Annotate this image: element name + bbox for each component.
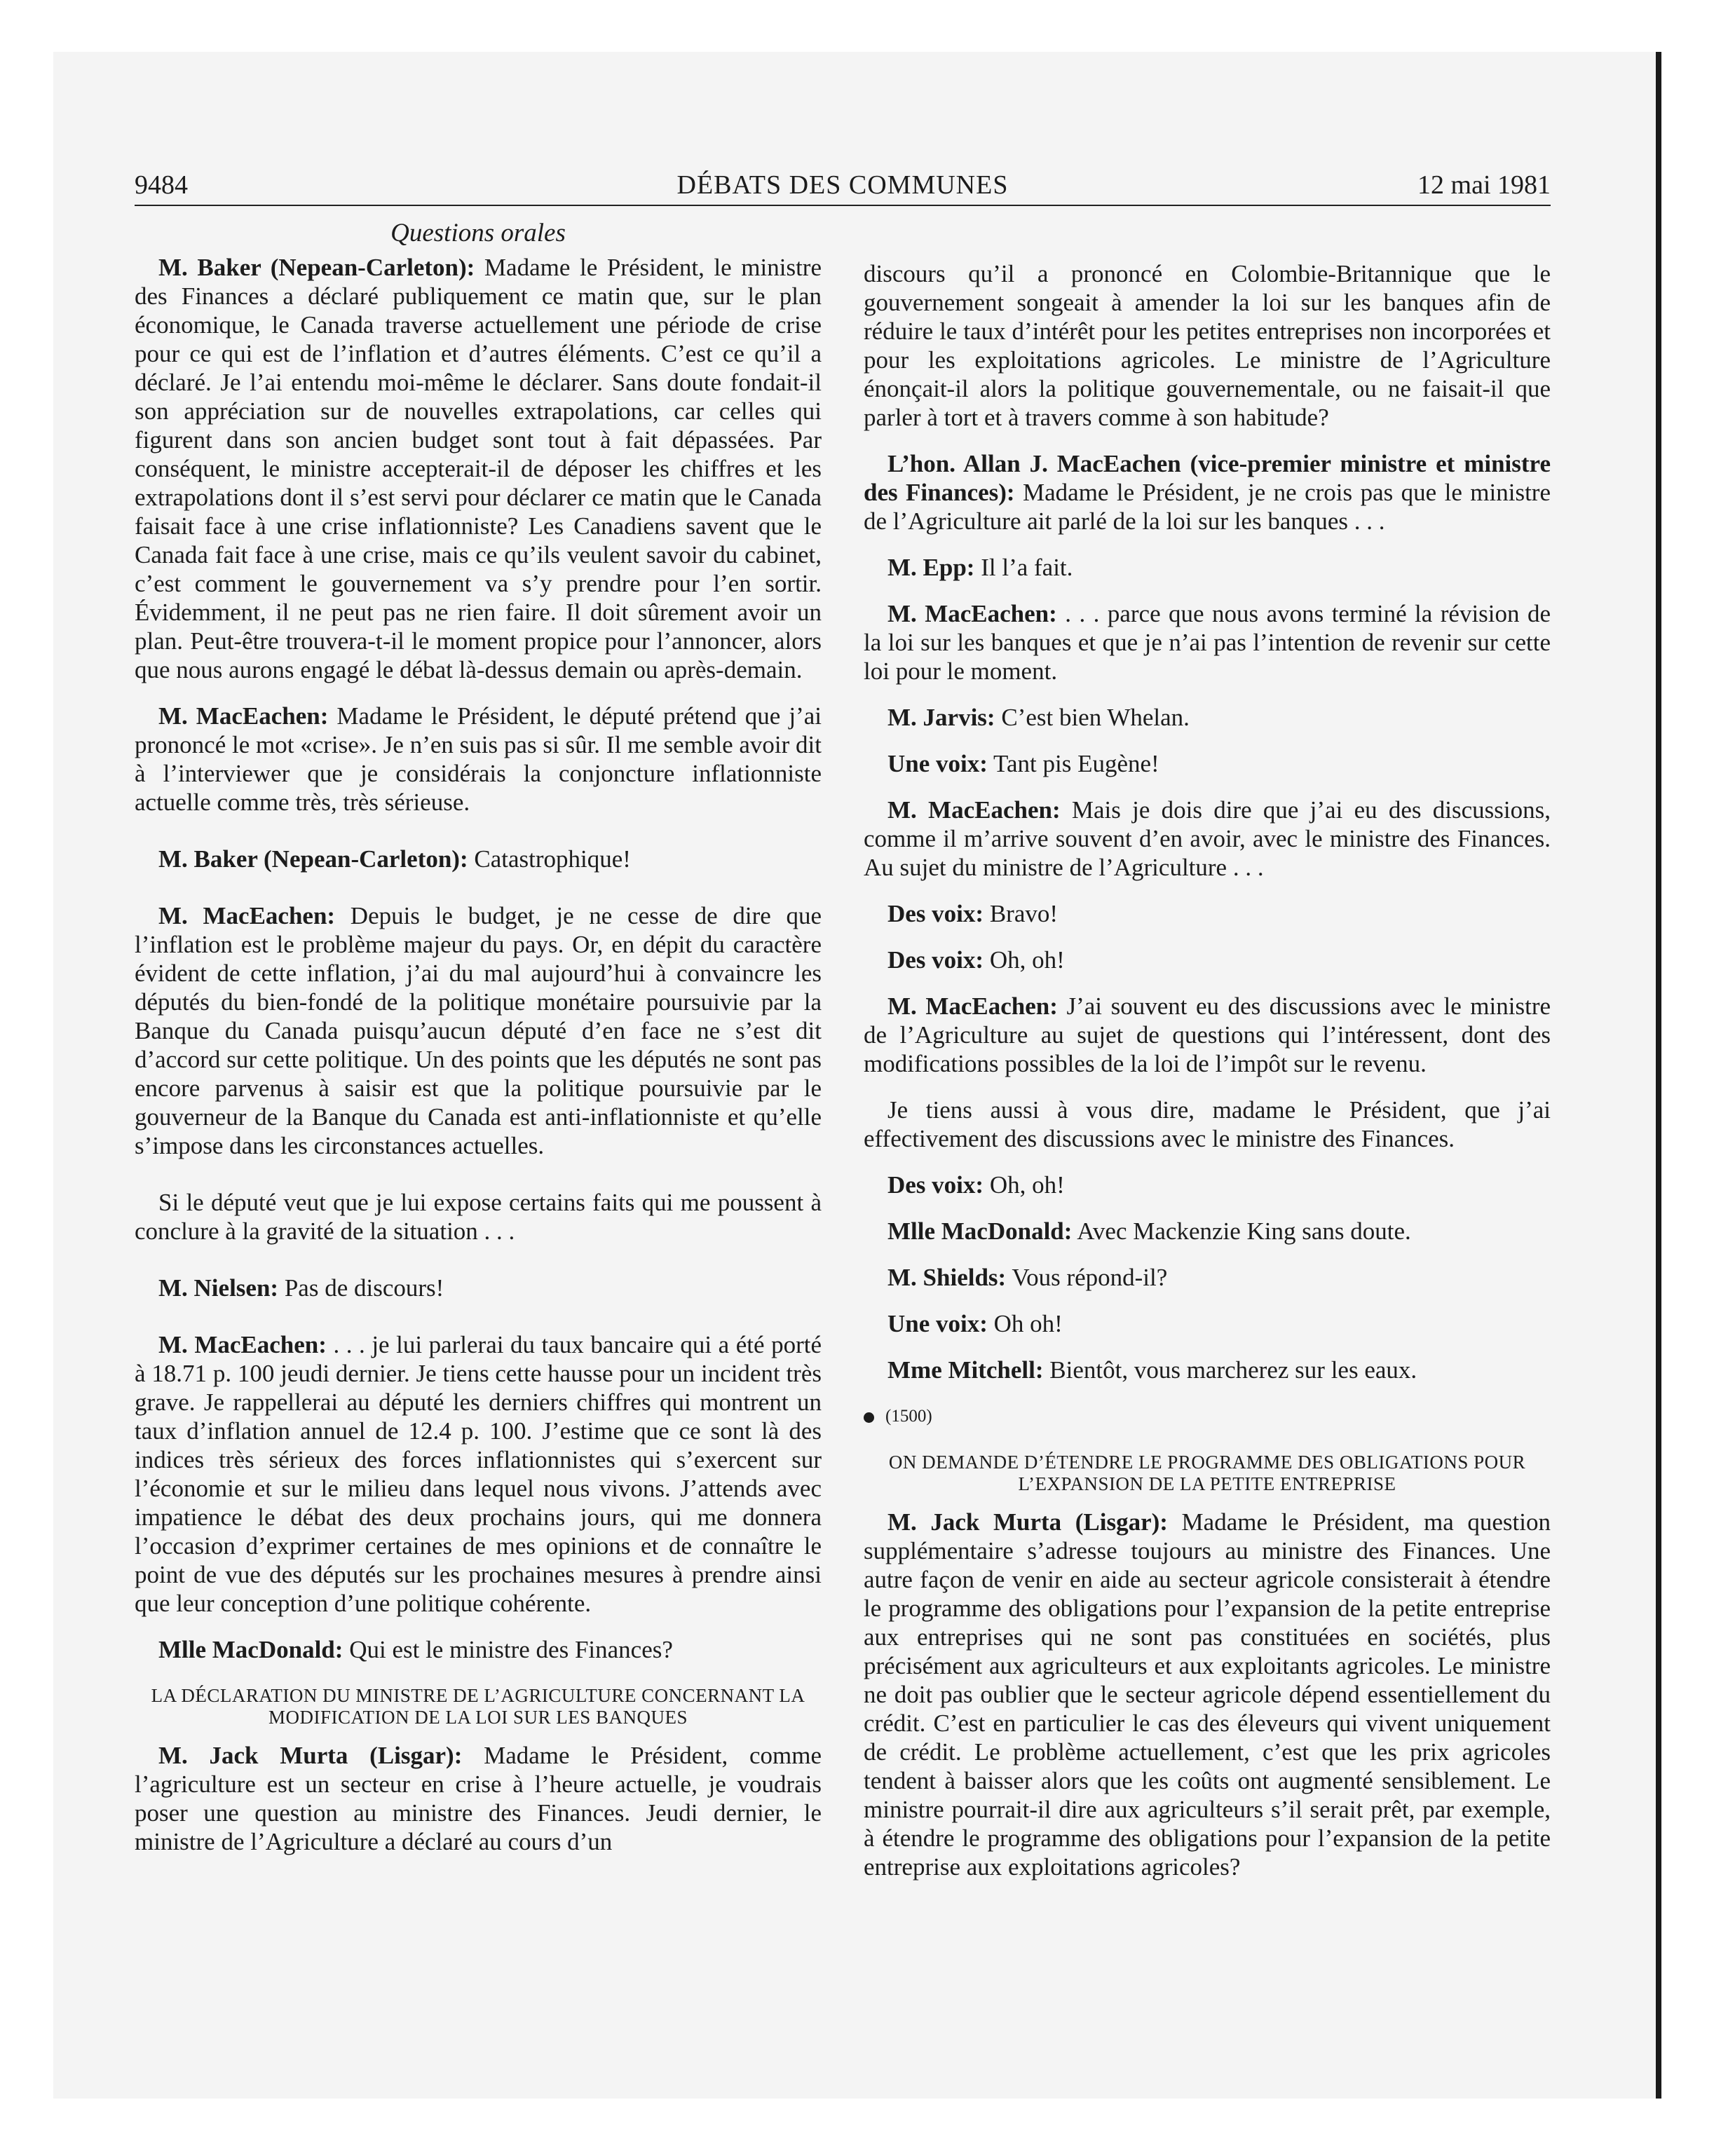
speech-text: Madame le Président, je ne crois pas que le ministre de l’Agriculture ait parlé de la loi sur les banques . . .	[864, 479, 1551, 535]
speech-text: Je tiens aussi à vous dire, madame le Président, que j’ai effectivement des discussions avec le ministre des Finances.	[864, 1096, 1551, 1152]
section-heading: LA DÉCLARATION DU MINISTRE DE L’AGRICULTURE CONCERNANT LA MODIFICATION DE LA LOI SUR LES BANQUES	[151, 1685, 805, 1728]
speech-paragraph	[864, 1217, 1551, 1246]
speech-paragraph	[135, 1188, 822, 1246]
speech-paragraph	[864, 749, 1551, 778]
speech-text: Tant pis Eugène!	[987, 750, 1159, 777]
speech-paragraph	[864, 1508, 1551, 1881]
page-date: 12 mai 1981	[1417, 170, 1551, 200]
speech-text: . . . je lui parlerai du taux bancaire qui a été porté à 18.71 p. 100 jeudi dernier. Je tiens cette hausse pour un incident très grave. Je rappellerai au député les derniers chiffres qui montrent un taux d’inflation annuel de 12.4 p. 100. J’estime que ce sont là des indices très sérieux des forces inflationnistes qui s’exercent sur l’économie et sur le milieu dans lequel nous vivons. J’attends avec impatience le débat des deux prochains jours, qui me donnera l’occasion d’exprimer certaines de mes opinions et de connaître le point de vue des députés sur les prochaines mesures à prendre ainsi que leur conception d’une politique cohérente.	[135, 1331, 822, 1617]
speech-paragraph	[864, 553, 1551, 582]
speech-paragraph	[864, 946, 1551, 974]
speaker-name: M. MacEachen:	[887, 992, 1058, 1020]
speech-text: Bravo!	[984, 900, 1059, 927]
speech-text: Oh, oh!	[984, 946, 1065, 974]
speech-paragraph	[135, 901, 822, 1160]
speech-paragraph	[135, 1330, 822, 1618]
speech-text: Avec Mackenzie King sans doute.	[1072, 1217, 1411, 1245]
speaker-name: M. Jack Murta (Lisgar):	[887, 1508, 1168, 1536]
speaker-name: M. Nielsen:	[158, 1274, 279, 1302]
bullet-icon	[864, 1412, 874, 1423]
speech-paragraph	[864, 1171, 1551, 1199]
speaker-name: M. Baker (Nepean-Carleton):	[158, 254, 475, 281]
speech-text: Catastrophique!	[468, 845, 631, 873]
speech-paragraph	[864, 1356, 1551, 1384]
time-mark	[864, 1402, 1551, 1431]
speech-text: Bientôt, vous marcherez sur les eaux.	[1043, 1356, 1417, 1384]
speaker-name: Des voix:	[887, 946, 984, 974]
speech-text: Pas de discours!	[278, 1274, 444, 1302]
left-column	[135, 219, 822, 1874]
speaker-name: Une voix:	[887, 1310, 988, 1337]
publication-title: DÉBATS DES COMMUNES	[676, 170, 1009, 200]
right-column	[864, 259, 1551, 1899]
speech-paragraph	[864, 1309, 1551, 1338]
speech-text: Vous répond-il?	[1006, 1264, 1168, 1291]
speech-paragraph	[864, 1263, 1551, 1292]
speaker-name: M. Epp:	[887, 554, 975, 581]
speech-text: C’est bien Whelan.	[995, 704, 1190, 731]
scan-edge	[1656, 52, 1661, 2099]
speech-text: Mais je dois dire que j’ai eu des discussions, comme il m’arrive souvent d’en avoir, avec le ministre des Finances. Au sujet du ministre de l’Agriculture . . .	[864, 796, 1551, 881]
speaker-name: M. MacEachen:	[158, 702, 329, 730]
speaker-name: Mlle MacDonald:	[887, 1217, 1073, 1245]
speech-text: Madame le Président, le ministre des Finances a déclaré publiquement ce matin que, sur le plan économique, le Canada traverse actuellement une période de crise pour ce qui est de l’inflation et d’autres éléments. C’est ce qu’il a déclaré. Je l’ai entendu moi-même le déclarer. Sans doute fondait-il son appréciation sur de nouvelles extrapolations, car celles qui figurent dans son ancien budget sont tout à fait dépassées. Par conséquent, le ministre accepterait-il de déposer les chiffres et les extrapolations dont il s’est servi pour déclarer ce matin que le Canada faisait face à une crise inflationniste? Les Canadiens savent que le Canada fait face à une crise, mais ce qu’ils veulent savoir du cabinet, c’est comment le gouvernement va s’y prendre pour l’en sortir. Évidemment, il ne peut pas ne rien faire. Il doit sûrement avoir un plan. Peut-être trouvera-t-il le moment propice pour l’annoncer, alors que nous aurons engagé le débat là-dessus demain ou après-demain.	[135, 254, 822, 683]
speech-paragraph	[135, 1274, 822, 1302]
speech-paragraph	[135, 702, 822, 817]
speech-paragraph	[864, 796, 1551, 882]
speech-text: Oh oh!	[987, 1310, 1063, 1337]
speech-text: Si le député veut que je lui expose certains faits qui me poussent à conclure à la gravité de la situation . . .	[135, 1189, 822, 1245]
speech-text: Qui est le ministre des Finances?	[343, 1636, 673, 1663]
page-header	[135, 165, 1551, 205]
speech-paragraph	[864, 899, 1551, 928]
speech-paragraph	[135, 1635, 822, 1664]
speech-text: Oh, oh!	[984, 1171, 1065, 1199]
speaker-name: M. MacEachen:	[158, 1331, 327, 1358]
speech-text: J’ai souvent eu des discussions avec le ministre de l’Agriculture au sujet de questions qui l’intéressent, dont des modifications possibles de la loi de l’impôt sur le revenu.	[864, 992, 1551, 1077]
speech-paragraph	[864, 992, 1551, 1078]
speaker-name: Une voix:	[887, 750, 988, 777]
speech-paragraph	[864, 449, 1551, 535]
speech-paragraph	[135, 1741, 822, 1856]
speaker-name: M. MacEachen:	[887, 796, 1061, 824]
speaker-name: M. Baker (Nepean-Carleton):	[158, 845, 468, 873]
speech-paragraph	[135, 253, 822, 684]
section-subhead: Questions orales	[390, 219, 566, 247]
header-rule	[135, 205, 1551, 206]
speech-paragraph	[864, 599, 1551, 685]
speech-text: Madame le Président, ma question supplémentaire s’adresse toujours au ministre des Finances. Une autre façon de venir en aide au secteur agricole consisterait à étendre le programme des obligations pour l’expansion de la petite entreprise aux entreprises qui ne sont pas constituées en sociétés, plus précisément aux agriculteurs et aux exploitants agricoles. Le ministre ne doit pas oublier que le secteur agricole dépend essentiellement du crédit. C’est en particulier le cas des éleveurs qui vivent uniquement de crédit. Le problème actuellement, c’est que les prix agricoles tendent à baisser alors que les coûts ont augmenté sensiblement. Le ministre pourrait-il dire aux agriculteurs s’il serait prêt, par exemple, à étendre le programme des obligations pour l’expansion de la petite entreprise aux exploitations agricoles?	[864, 1508, 1551, 1881]
speech-paragraph	[135, 845, 822, 873]
speaker-name: Des voix:	[887, 1171, 984, 1199]
speaker-name: M. Shields:	[887, 1264, 1007, 1291]
speech-text: Il l’a fait.	[974, 554, 1073, 581]
speech-text: Madame le Président, comme l’agriculture est un secteur en crise à l’heure actuelle, je voudrais poser une question au ministre des Finances. Jeudi dernier, le ministre de l’Agriculture a déclaré au cours d’un	[135, 1742, 822, 1855]
speaker-name: Mme Mitchell:	[887, 1356, 1044, 1384]
speaker-name: M. Jarvis:	[887, 704, 995, 731]
page-number: 9484	[135, 170, 188, 200]
speech-paragraph	[864, 703, 1551, 732]
speaker-name: M. MacEachen:	[887, 600, 1057, 627]
speech-paragraph	[864, 1096, 1551, 1153]
time-mark-text: (1500)	[885, 1407, 932, 1426]
speaker-name: L’hon. Allan J. MacEachen (vice-premier ministre et ministre des Finances):	[864, 450, 1551, 506]
speech-continuation: discours qu’il a prononcé en Colombie-Britannique que le gouvernement songeait à amender la loi sur les banques afin de réduire le taux d’intérêt pour les petites entreprises non incorporées et pour les exploitations agricoles. Le ministre de l’Agriculture énonçait-il alors la politique gouvernementale, ou ne faisait-il que parler à tort et à travers comme à son habitude?	[864, 260, 1551, 431]
speaker-name: M. MacEachen:	[158, 902, 336, 929]
speaker-name: Des voix:	[887, 900, 984, 927]
section-heading: ON DEMANDE D’ÉTENDRE LE PROGRAMME DES OBLIGATIONS POUR L’EXPANSION DE LA PETITE ENTREPRISE	[888, 1452, 1526, 1494]
speaker-name: M. Jack Murta (Lisgar):	[158, 1742, 463, 1769]
speaker-name: Mlle MacDonald:	[158, 1636, 343, 1663]
speech-text: . . . parce que nous avons terminé la révision de la loi sur les banques et que je n’ai pas l’intention de revenir sur cette loi pour le moment.	[864, 600, 1551, 685]
speech-text: Depuis le budget, je ne cesse de dire que l’inflation est le problème majeur du pays. Or, en dépit du caractère évident de cette inflation, j’ai du mal aujourd’hui à convaincre les députés du bien-fondé de la politique monétaire poursuivie par la Banque du Canada puisqu’aucun député d’en face ne s’est dit d’accord sur cette politique. Un des points que les députés ne sont pas encore parvenus à saisir est que la politique poursuivie par le gouverneur de la Banque du Canada est anti-inflationniste et qu’elle s’impose dans les circonstances actuelles.	[135, 902, 822, 1159]
speech-text: Madame le Président, le député prétend que j’ai prononcé le mot «crise». Je n’en suis pas si sûr. Il me semble avoir dit à l’interviewer que je considérais la conjoncture inflationniste actuelle comme très, très sérieuse.	[135, 702, 822, 816]
